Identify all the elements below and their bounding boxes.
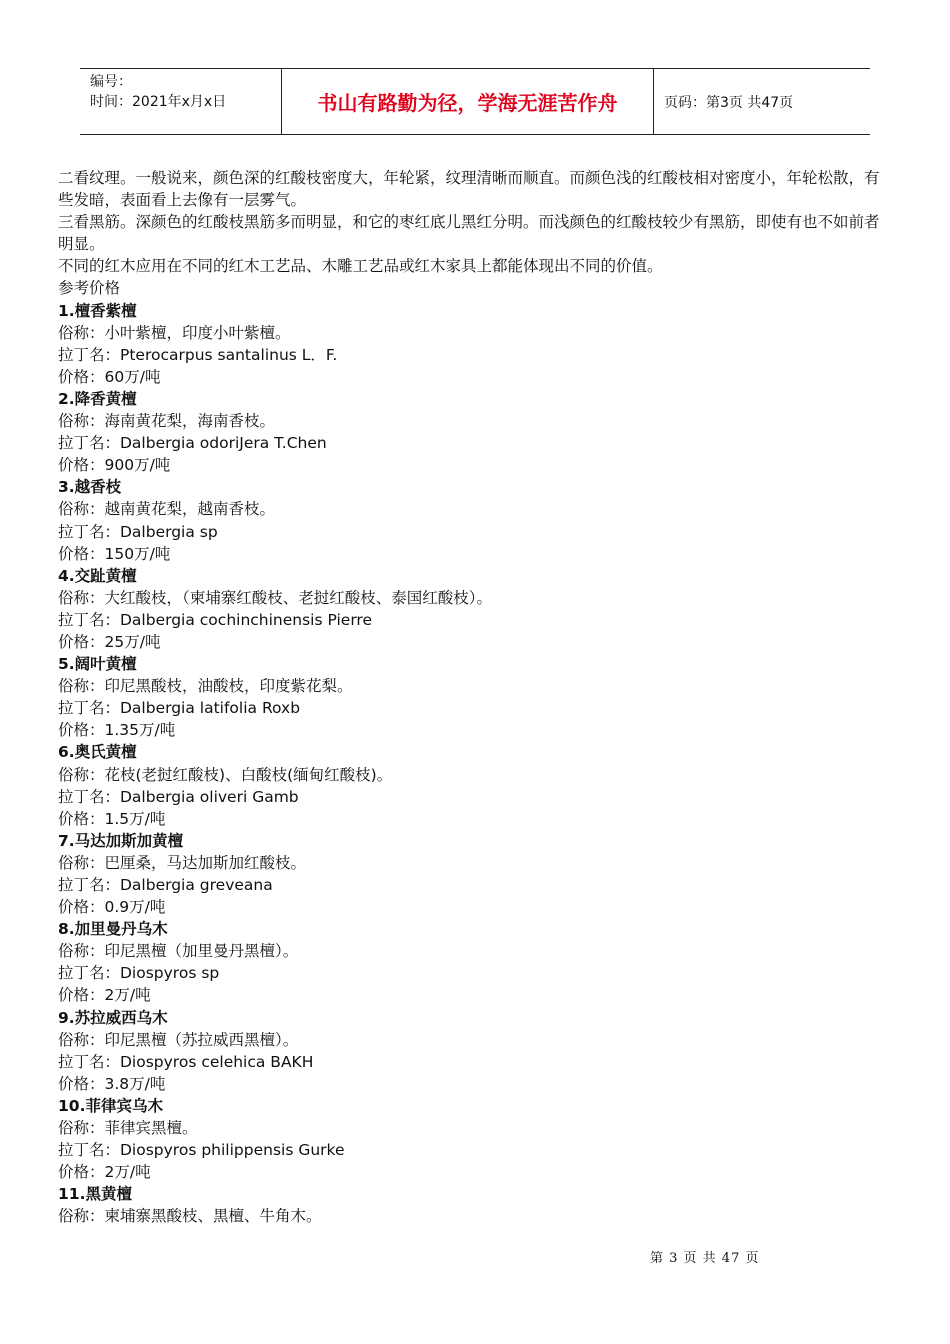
item-price: 价格：2万/吨: [58, 1163, 151, 1182]
item-price: 价格：1.35万/吨: [58, 721, 176, 740]
item-common-name: 俗称：印尼黑酸枝，油酸枝，印度紫花梨。: [58, 677, 353, 696]
item-title: 1.檀香紫檀: [58, 301, 137, 320]
item-common-name: 俗称：越南黄花梨，越南香枝。: [58, 500, 276, 519]
paragraph: 三看黑筋。深颜色的红酸枝黑筋多而明显，和它的枣红底儿黑红分明。而浅颜色的红酸枝较少有黑筋，即使有也不如前者明显。: [58, 213, 880, 254]
item-common-name: 俗称：巴厘桑，马达加斯加红酸枝。: [58, 853, 307, 872]
item-price: 价格：0.9万/吨: [58, 898, 166, 917]
item-latin-name: 拉丁名：Dalbergia odoriJera T.Chen: [58, 434, 327, 453]
item-latin-name: 拉丁名：Diospyros sp: [58, 964, 220, 983]
item-common-name: 俗称：印尼黑檀（加里曼丹黑檀）。: [58, 942, 299, 961]
item-title: 8.加里曼丹乌木: [58, 920, 168, 939]
page-header: [80, 68, 870, 135]
item-price: 价格：25万/吨: [58, 632, 161, 651]
item-common-name: 俗称：海南黄花梨，海南香枝。: [58, 412, 276, 431]
paragraph: 不同的红木应用在不同的红木工艺品、木雕工艺品或红木家具上都能体现出不同的价值。: [58, 257, 663, 276]
item-title: 5.阔叶黄檀: [58, 655, 137, 674]
item-price: 价格：60万/吨: [58, 367, 161, 386]
item-title: 10.菲律宾乌木: [58, 1096, 163, 1115]
item-latin-name: 拉丁名：Diospyros philippensis Gurke: [58, 1141, 345, 1160]
item-title: 4.交趾黄檀: [58, 566, 137, 585]
paragraph: 二看纹理。一般说来，颜色深的红酸枝密度大，年轮紧，纹理清晰而顺直。而颜色浅的红酸枝相对密度小，年轮松散，有些发暗，表面看上去像有一层雾气。: [58, 169, 880, 210]
item-price: 价格：150万/吨: [58, 544, 171, 563]
item-latin-name: 拉丁名：Dalbergia sp: [58, 522, 218, 541]
header-motto: 书山有路勤为径，学海无涯苦作舟: [281, 69, 654, 134]
item-latin-name: 拉丁名：Diospyros celehica BAKH: [58, 1052, 314, 1071]
document-date: 时间：2021年x月x日: [90, 94, 227, 110]
item-price: 价格：3.8万/吨: [58, 1074, 166, 1093]
header-info: [80, 69, 281, 134]
item-title: 6.奥氏黄檀: [58, 743, 137, 762]
item-common-name: 俗称：花枝(老挝红酸枝)、白酸枝(缅甸红酸枝)。: [58, 765, 393, 784]
item-latin-name: 拉丁名：Dalbergia cochinchinensis Pierre: [58, 610, 373, 629]
item-title: 2.降香黄檀: [58, 389, 137, 408]
item-title: 9.苏拉威西乌木: [58, 1008, 168, 1027]
item-latin-name: 拉丁名：Dalbergia latifolia Roxb: [58, 699, 301, 718]
item-title: 7.马达加斯加黄檀: [58, 831, 184, 850]
item-common-name: 俗称：小叶紫檀，印度小叶紫檀。: [58, 323, 291, 342]
item-title: 3.越香枝: [58, 478, 122, 497]
document-body: [58, 167, 884, 1228]
item-common-name: 俗称：大红酸枝，（柬埔寨红酸枝、老挝红酸枝、泰国红酸枝）。: [58, 588, 493, 607]
header-page-info: 页码：第3页 共47页: [664, 94, 794, 111]
item-common-name: 俗称：柬埔寨黑酸枝、黒檀、牛角木。: [58, 1207, 322, 1226]
document-number: 编号：: [90, 74, 132, 90]
item-latin-name: 拉丁名：Pterocarpus santalinus L．F.: [58, 345, 338, 364]
item-latin-name: 拉丁名：Dalbergia greveana: [58, 876, 273, 894]
item-latin-name: 拉丁名：Dalbergia oliveri Gamb: [58, 787, 299, 806]
item-common-name: 俗称：印尼黑檀（苏拉威西黑檀）。: [58, 1030, 299, 1049]
item-price: 价格：2万/吨: [58, 986, 151, 1005]
item-common-name: 俗称：菲律宾黑檀。: [58, 1119, 198, 1138]
page-footer: 第 3 页 共 47 页: [650, 1251, 760, 1266]
item-title: 11.黑黄檀: [58, 1185, 132, 1204]
section-heading: 参考价格: [58, 279, 121, 298]
item-price: 价格：900万/吨: [58, 456, 171, 475]
item-price: 价格：1.5万/吨: [58, 809, 166, 828]
